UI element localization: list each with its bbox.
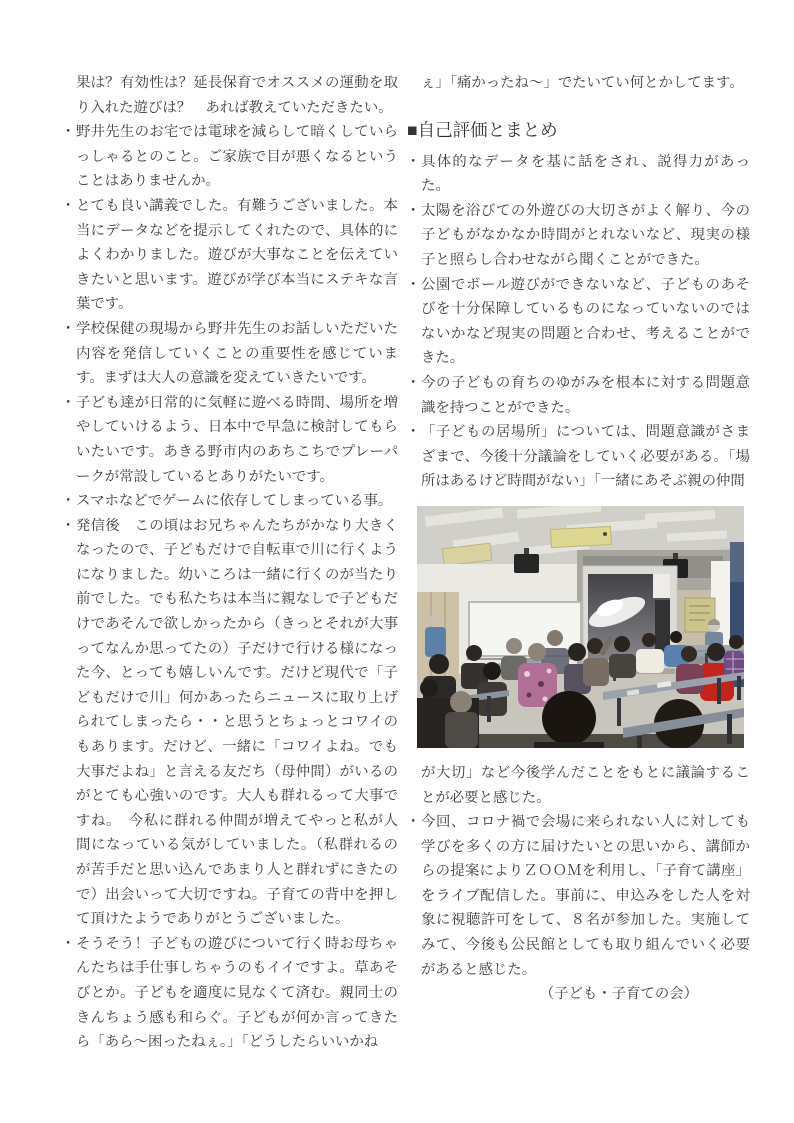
paragraph-text: ぇ」「痛かったね～」でたいてい何とかしてます。 (421, 75, 744, 91)
bullet-paragraph (62, 514, 398, 932)
bullet-paragraph (407, 199, 750, 273)
bullet-marker: ・ (406, 202, 421, 219)
bullet-marker: ・ (61, 197, 76, 214)
lecture-photo-illustration (417, 506, 744, 748)
bullet-marker: ・ (61, 394, 76, 411)
bullet-marker: ・ (61, 124, 76, 141)
paragraph-carryover (407, 761, 750, 810)
bullet-marker: ・ (406, 814, 421, 831)
lecture-photo (417, 506, 744, 748)
paragraph-text: が大切」など今後学んだことをもとに議論することが必要と感じた。 (421, 764, 750, 806)
bullet-marker: ・ (406, 424, 421, 441)
paragraph-text: 太陽を浴びての外遊びの大切さがよく解り、今の子どもがなかなか時間がとれないなど、現実の様子と照らし合わせながら聞くことができた。 (421, 202, 750, 268)
paragraph-carryover (62, 71, 398, 120)
bullet-paragraph (407, 371, 750, 420)
bullet-marker: ・ (61, 493, 76, 510)
bullet-marker: ・ (61, 517, 76, 534)
paragraph-text: とても良い講義でした。有難うございました。本当にデータなどを提示してくれたので、具体的によくわかりました。遊びが大事なことを伝えていきたいと思います。遊びが学び本当にステキな言葉です。 (76, 197, 398, 313)
paragraph-text: 果は？有効性は？延長保育でオススメの運動を取り入れた遊びは？ あれば教えていただきたい。 (76, 75, 398, 116)
bullet-marker: ・ (406, 276, 421, 293)
bullet-marker: ・ (61, 935, 76, 952)
section-heading-self-evaluation: ■自己評価とまとめ (407, 119, 558, 140)
bullet-paragraph (62, 194, 398, 317)
paragraph-text: 今の子どもの育ちのゆがみを根本に対する問題意識を持つことができた。 (421, 374, 750, 416)
bullet-paragraph (62, 932, 398, 1055)
right-column (407, 71, 750, 1007)
bullet-paragraph (62, 391, 398, 489)
left-column (62, 71, 398, 1055)
paragraph-text: 具体的なデータを基に話をされ、説得力があった。 (421, 153, 750, 195)
bullet-paragraph (407, 150, 750, 199)
signature (407, 982, 750, 1007)
bullet-paragraph (407, 420, 750, 494)
paragraph-carryover (407, 71, 750, 96)
bullet-marker: ・ (406, 153, 421, 170)
bullet-marker: ・ (61, 320, 76, 337)
paragraph-text: 野井先生のお宅では電球を減らして暗くしていらっしゃるとのこと。ご家族で目が悪くなるということはありませんか。 (76, 124, 398, 190)
paragraph-text: 学校保健の現場から野井先生のお話しいただいた内容を発信していくことの重要性を感じています。まずは大人の意識を変えていきたいです。 (76, 320, 398, 387)
bullet-paragraph (62, 317, 398, 391)
bullet-paragraph (407, 273, 750, 371)
paragraph-text: 今回、コロナ禍で会場に来られない人に対しても学びを多くの方に届けたいとの思いから、講師からの提案によりＺＯＯＭを利用し、「子育て講座」をライブ配信した。事前に、申込みをした人を対象に視聴許可をして、８名が参加した。実施してみて、今後も公民館としても取り組んでいく必要があると感じた。 (421, 814, 750, 978)
bullet-paragraph (62, 489, 398, 514)
bullet-paragraph (62, 120, 398, 194)
paragraph-text: 発信後 この頃はお兄ちゃんたちがかなり大きくなったので、子どもだけで自転車で川に行くようになりました。幼いころは一緒に行くのが当たり前でした。でも私たちは本当に親なしで子どもだけであそんで欲しかったから（きっとそれが大事ってなんか思ってたの）子だけで行ける様になった今、とっても嬉しいんです。だけど現代で「子どもだけで川」何かあったらニュースに取り上げられてしまったら・・と思うとちょっとコワイのもあります。だけど、一緒に「コワイよね。でも大事だよね」と言える友だち（母仲間）がいるのがとても心強いのです。大人も群れるって大事ですね。 今私に群れる仲間が増えてやっと私が人間になっている気がしていました。（私群れるのが苦手だと思い込んであまり人と群れずにきたので）出会いって大切ですね。子育ての背中を押して頂けたようでありがとうございました。 (76, 517, 398, 928)
bullet-paragraph (407, 810, 750, 982)
paragraph-text: そうそう！子どもの遊びについて行く時お母ちゃんたちは手仕事しちゃうのもイイですよ。草あそびとか。子どもを適度に見なくて済む。親同士のきんちょう感も和らぐ。子どもが何か言ってきたら「あら～困ったねぇ。」「どうしたらいいかね (76, 935, 398, 1051)
paragraph-text: 子ども達が日常的に気軽に遊べる時間、場所を増やしていけるよう、日本中で早急に検討してもらいたいです。あきる野市内のあちこちでプレーパークが常設しているとありがたいです。 (76, 394, 398, 485)
bullet-marker: ・ (406, 374, 421, 391)
paragraph-text: スマホなどでゲームに依存してしまっている事。 (76, 493, 393, 510)
air-vent (551, 526, 612, 547)
paragraph-text: 公園でボール遊びができないなど、子どものあそびを十分保障しているものになっていないのではないかなど現実の問題と合わせ、考えることができた。 (421, 276, 750, 367)
paragraph-text: 「子どもの居場所」については、問題意識がさまざまで、今後十分議論をしていく必要がある。「場所はあるけど時間がない」「一緒にあそぶ親の仲間 (421, 424, 750, 490)
signature-text: （子ども・子育ての会） (539, 986, 698, 1003)
